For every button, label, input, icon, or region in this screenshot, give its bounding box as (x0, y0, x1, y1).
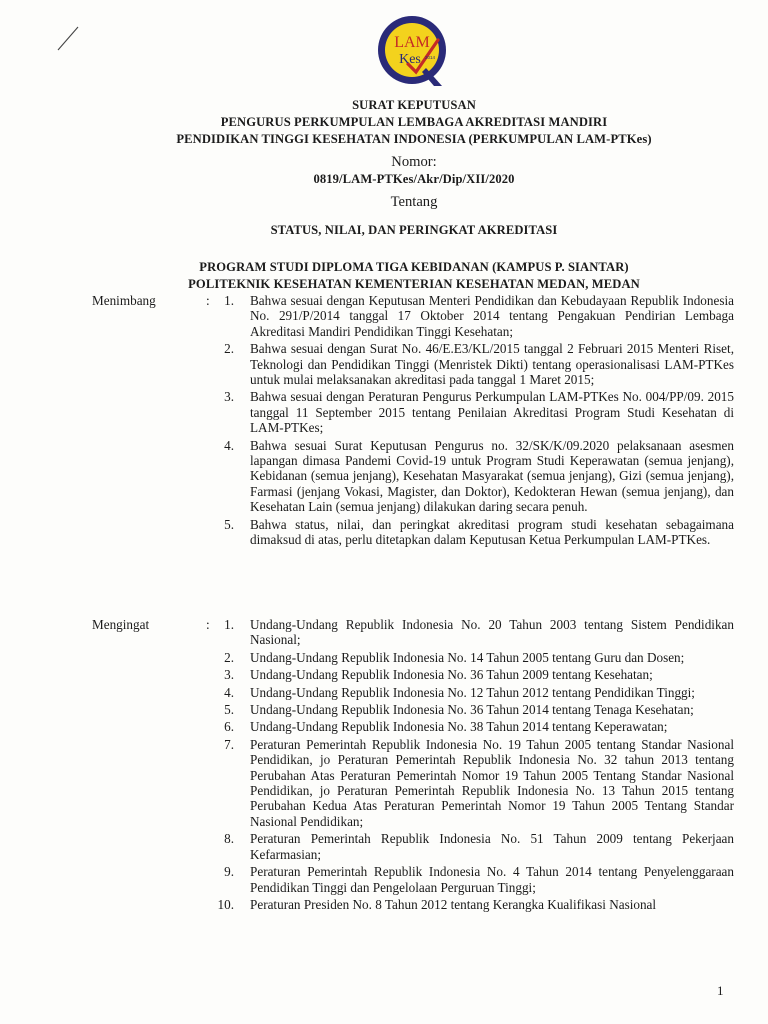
mengingat-colon: : (206, 617, 210, 632)
list-item: 8. Peraturan Pemerintah Republik Indonesia No. 51 Tahun 2009 tentang Pekerjaan Kefarmasian; (224, 831, 734, 862)
decree-title: SURAT KEPUTUSAN (352, 98, 476, 112)
list-item: 3. Bahwa sesuai dengan Peraturan Pengurus Perkumpulan LAM-PTKes No. 004/PP/09. 2015 tanggal 11 September 2015 tentang Penilaian Akreditasi Program Studi Kesehatan di LAM-PTKes; (224, 389, 734, 436)
organization-line-2: PENDIDIKAN TINGGI KESEHATAN INDONESIA (PERKUMPULAN LAM-PTKes) (176, 132, 652, 146)
menimbang-colon: : (206, 293, 210, 308)
logo-text-lam: LAM (394, 34, 430, 51)
logo-text-kes: Kes (399, 52, 421, 67)
organization-line-1: PENGURUS PERKUMPULAN LEMBAGA AKREDITASI MANDIRI (220, 115, 608, 129)
list-item: 6. Undang-Undang Republik Indonesia No. 38 Tahun 2014 tentang Keperawatan; (224, 719, 668, 735)
list-item: 3. Undang-Undang Republik Indonesia No. 36 Tahun 2009 tentang Kesehatan; (224, 667, 653, 683)
list-item: 7. Peraturan Pemerintah Republik Indonesia No. 19 Tahun 2005 tentang Standar Nasional Pendidikan, jo Peraturan Pemerintah Republik Indonesia No. 32 tahun 2013 tentang Perubahan Atas Peraturan Pemerintah Nomor 19 Tahun 2005 Tentang Standar Nasional Pendidikan, jo Peraturan Pemerintah Republik Indonesia No. 13 Tahun 2015 tentang Perubahan Kedua Atas Peraturan Pemerintah Nomor 19 Tahun 2005 Tentang Standar Nasional Pendidikan; (224, 736, 734, 829)
mengingat-label: Mengingat (92, 617, 150, 632)
list-item: 1. Undang-Undang Republik Indonesia No. 20 Tahun 2003 tentang Sistem Pendidikan Nasional; (224, 617, 734, 648)
menimbang-label: Menimbang (92, 293, 156, 308)
list-item: 10. Peraturan Presiden No. 8 Tahun 2012 tentang Kerangka Kualifikasi Nasional (217, 896, 657, 912)
pen-stroke-mark (56, 24, 80, 52)
document-header (60, 97, 768, 293)
menimbang-list (212, 293, 734, 550)
list-item: 5. Bahwa status, nilai, dan peringkat akreditasi program studi kesehatan sebagaimana dimaksud di atas, perlu ditetapkan dalam Keputusan Ketua Perkumpulan LAM-PTKes. (224, 516, 734, 548)
nomor-label: Nomor: (391, 154, 437, 170)
list-item: 4. Bahwa sesuai Surat Keputusan Pengurus no. 32/SK/K/09.2020 pelaksanaan asesmen lapangan dimasa Pandemi Covid-19 untuk Program Studi Keperawatan (semua jenjang), Kebidanan (semua jenjang), Kesehatan Masyarakat (semua jenjang), Gizi (semua jenjang), Farmasi (jenjang Vokasi, Magister, dan Doktor), Kedokteran Hewan (semua jenjang), dan Kesehatan Lain (semua jenjang) dilakukan daring secara penuh. (224, 437, 734, 515)
decree-subject: STATUS, NILAI, DAN PERINGKAT AKREDITASI (270, 223, 558, 237)
list-item: 1. Bahwa sesuai dengan Keputusan Menteri Pendidikan dan Kebudayaan Republik Indonesia No. 291/P/2014 tanggal 17 Oktober 2014 tentang Pengakuan Pendirian Lembaga Akreditasi Mandiri Pendidikan Tinggi Kesehatan; (224, 293, 734, 339)
list-item: 2. Bahwa sesuai dengan Surat No. 46/E.E3/KL/2015 tanggal 2 Februari 2015 Menteri Riset, Teknologi dan Pendidikan Tinggi (Menristek Dikti) tentang operasionalisasi LAM-PTKes untuk mulai melaksanakan akreditasi pada tanggal 1 Maret 2015; (224, 341, 734, 388)
list-item: 9. Peraturan Pemerintah Republik Indonesia No. 4 Tahun 2014 tentang Penyelenggaraan Pendidikan Tinggi dan Pengelolaan Perguruan Tinggi; (224, 864, 734, 895)
list-item: 4. Undang-Undang Republik Indonesia No. 12 Tahun 2012 tentang Pendidikan Tinggi; (224, 684, 695, 700)
mengingat-list (212, 617, 734, 914)
list-item: 2. Undang-Undang Republik Indonesia No. 14 Tahun 2005 tentang Guru dan Dosen; (224, 649, 685, 665)
tentang-label: Tentang (390, 194, 438, 210)
logo-year: 2014 (424, 55, 436, 60)
list-item: 5. Undang-Undang Republik Indonesia No. 36 Tahun 2014 tentang Tenaga Kesehatan; (224, 702, 694, 718)
nomor-value: 0819/LAM-PTKes/Akr/Dip/XII/2020 (313, 172, 515, 186)
page-number: 1 (717, 983, 724, 998)
lam-ptkes-logo (372, 10, 456, 94)
program-line-1: PROGRAM STUDI DIPLOMA TIGA KEBIDANAN (KAMPUS P. SIANTAR) (199, 260, 629, 274)
program-line-2: POLITEKNIK KESEHATAN KEMENTERIAN KESEHATAN MEDAN, MEDAN (188, 277, 640, 291)
